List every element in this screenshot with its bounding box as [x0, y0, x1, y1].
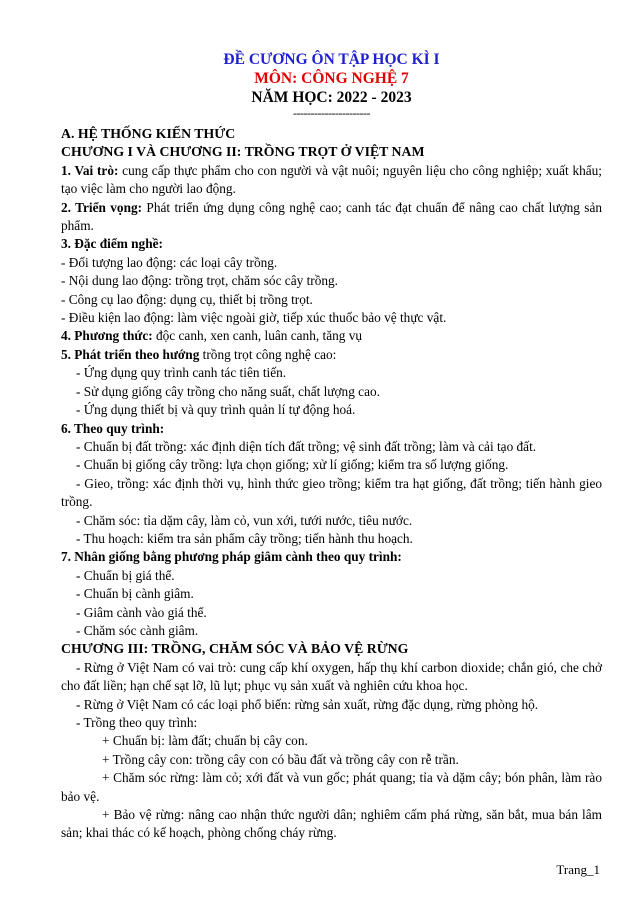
document-page	[61, 50, 602, 843]
content	[61, 125, 602, 843]
list-item: - Chuẩn bị giống cây trồng: lựa chọn giống; xử lí giống; kiểm tra số lượng giống.	[76, 457, 509, 473]
list-item: - Công cụ lao động: dụng cụ, thiết bị trồng trọt.	[61, 291, 313, 307]
item-role	[61, 162, 602, 199]
list-item: - Chăm sóc: tỉa dặm cây, làm cỏ, vun xới, tưới nước, tiêu nước.	[76, 512, 413, 528]
list-item: - Ứng dụng thiết bị và quy trình quản lí tự động hoá.	[76, 402, 356, 418]
paragraph: - Rừng ở Việt Nam có các loại phổ biến: rừng sản xuất, rừng đặc dụng, rừng phòng hộ.	[76, 696, 539, 712]
item-label: 7. Nhân giống bằng phương pháp giâm cành theo quy trình:	[61, 549, 402, 565]
item-text: Phát triển ứng dụng công nghệ cao; canh tác đạt chuẩn để nâng cao chất lượng sản phẩm.	[61, 199, 602, 234]
chapter-heading: CHƯƠNG I VÀ CHƯƠNG II: TRỒNG TRỌT Ở VIỆT NAM	[61, 144, 425, 160]
item-text: cung cấp thực phẩm cho con người và vật nuôi; nguyên liệu cho công nghiệp; xuất khẩu; tạo việc làm cho người lao động.	[61, 162, 602, 197]
item-text: trồng trọt công nghệ cao:	[199, 346, 337, 362]
list-item: - Giâm cành vào giá thể.	[76, 604, 207, 620]
item-label: 6. Theo quy trình:	[61, 420, 165, 436]
paragraph: - Trồng theo quy trình:	[76, 715, 198, 730]
item-label: 4. Phương thức:	[61, 328, 153, 344]
chapter-heading: CHƯƠNG III: TRỒNG, CHĂM SÓC VÀ BẢO VỆ RỪNG	[61, 641, 409, 657]
page-number: Trang_1	[556, 862, 600, 877]
separator: ----------------------	[293, 106, 370, 120]
item-label: 5. Phát triển theo hướng	[61, 346, 200, 362]
list-item: - Chuẩn bị giá thể.	[76, 567, 175, 583]
item-development	[61, 346, 602, 364]
item-text: độc canh, xen canh, luân canh, tăng vụ	[152, 328, 363, 344]
item-method	[61, 327, 602, 345]
list-item: - Điều kiện lao động: làm việc ngoài giờ, tiếp xúc thuốc bảo vệ thực vật.	[61, 310, 447, 326]
item-prospect	[61, 199, 602, 236]
list-item: - Sử dụng giống cây trồng cho năng suất, chất lượng cao.	[76, 383, 380, 399]
list-item: - Thu hoạch: kiểm tra sản phẩm cây trồng; tiến hành thu hoạch.	[76, 530, 413, 546]
list-item: - Chuẩn bị cành giâm.	[76, 586, 194, 602]
school-year: NĂM HỌC: 2022 - 2023	[251, 89, 412, 106]
list-item: - Chăm sóc cành giâm.	[76, 622, 199, 638]
sub-item: + Chăm sóc rừng: làm cỏ; xới đất và vun gốc; phát quang; tỉa và dặm cây; bón phân, làm rào bảo vệ.	[61, 770, 602, 804]
list-item: - Đối tượng lao động: các loại cây trồng.	[61, 254, 278, 270]
sub-item: + Trồng cây con: trồng cây con có bầu đất và trồng cây con rễ trần.	[102, 751, 459, 767]
list-item: - Ứng dụng quy trình canh tác tiên tiến.	[76, 365, 287, 381]
item-label: 1. Vai trò:	[61, 162, 119, 178]
list-item: - Nội dung lao động: trồng trọt, chăm sóc cây trồng.	[61, 273, 338, 289]
sub-item: + Chuẩn bị: làm đất; chuẩn bị cây con.	[102, 733, 308, 749]
doc-title: ĐỀ CƯƠNG ÔN TẬP HỌC KÌ I	[223, 51, 440, 68]
item-label: 2. Triển vọng:	[61, 199, 143, 215]
item-label: 3. Đặc điểm nghề:	[61, 236, 163, 252]
list-item: - Chuẩn bị đất trồng: xác định diện tích đất trồng; vệ sinh đất trồng; làm và cải tạo đất.	[76, 438, 537, 454]
section-heading: A. HỆ THỐNG KIẾN THỨC	[61, 126, 236, 141]
subject-title: MÔN: CÔNG NGHỆ 7	[254, 70, 409, 87]
sub-item: + Bảo vệ rừng: nâng cao nhận thức người dân; nghiêm cấm phá rừng, săn bắt, mua bán lâm sản; khai thác có kế hoạch, phòng chống cháy rừng.	[61, 807, 602, 841]
paragraph: - Rừng ở Việt Nam có vai trò: cung cấp khí oxygen, hấp thụ khí carbon dioxide; chắn gió, che chở cho đất liền; hạn chế sạt lỡ, lũ lụt; phục vụ sản xuất và nghiên cứu khoa học.	[61, 659, 602, 694]
list-item: - Gieo, trồng: xác định thời vụ, hình thức gieo trồng; kiểm tra hạt giống, đất trồng; tiến hành gieo trồng.	[61, 475, 602, 510]
